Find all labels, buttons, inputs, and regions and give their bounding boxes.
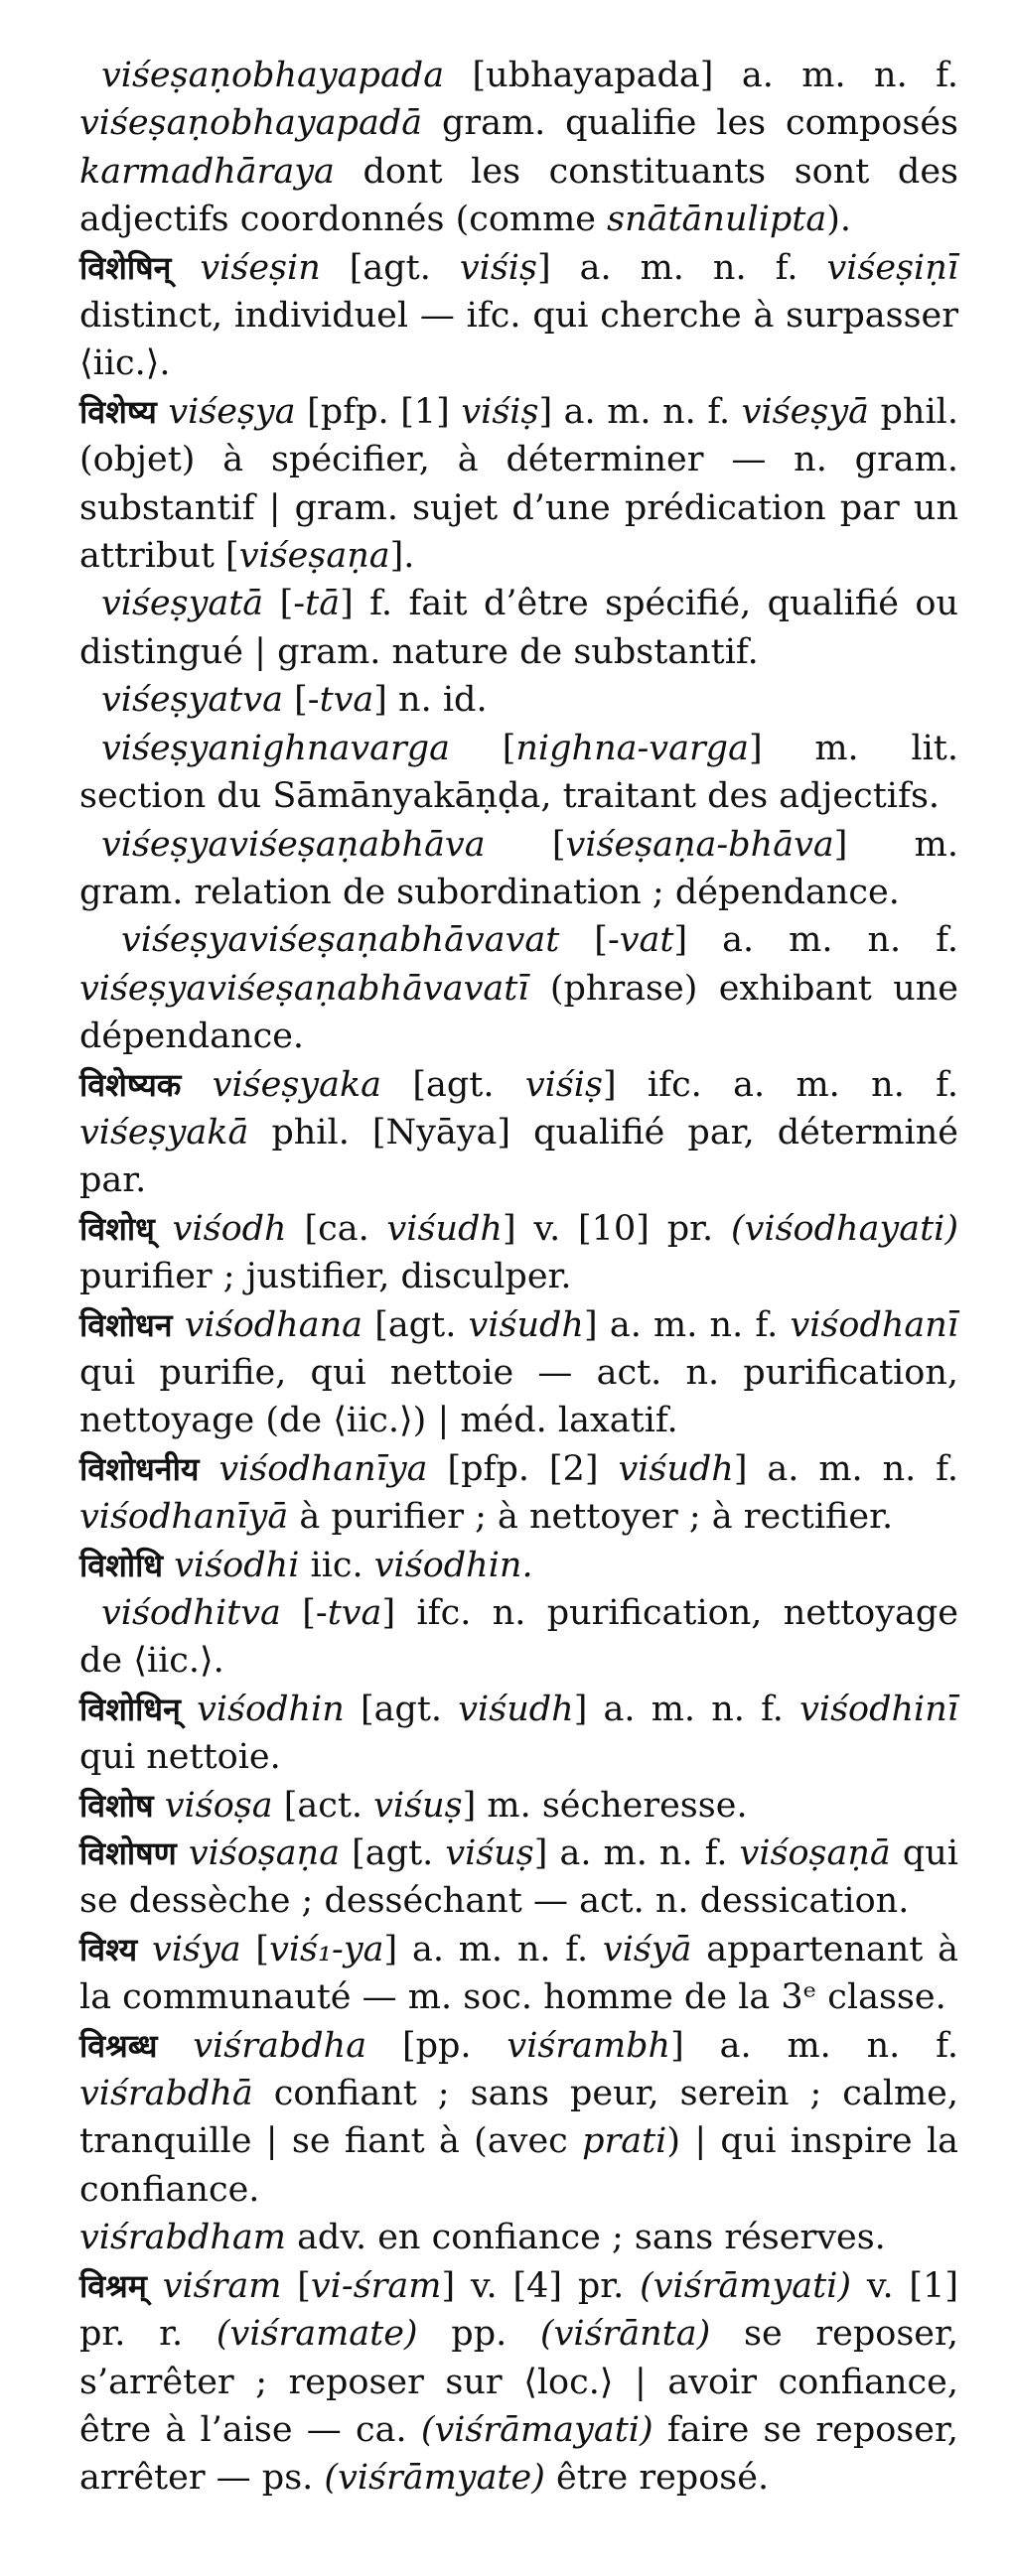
devanagari-headword: विशेष्यक bbox=[79, 1065, 182, 1104]
dictionary-entry bbox=[79, 580, 958, 676]
italic-term: (viśramate) bbox=[216, 2314, 418, 2355]
entry-text: ] m. gram. relation de subordination ; dépendance. bbox=[79, 824, 958, 912]
italic-term: viśrabdha bbox=[193, 2025, 367, 2066]
entry-text: v. [1] pr. r. bbox=[79, 2265, 958, 2355]
italic-term: snātānulipta bbox=[607, 200, 827, 240]
italic-term: viśiṣ bbox=[461, 391, 539, 432]
entry-text: ] ifc. n. purification, nettoyage de ⟨iic.⟩. bbox=[79, 1593, 958, 1682]
italic-term: viśyā bbox=[602, 1929, 692, 1969]
entry-text: à purifier ; à nettoyer ; à rectifier. bbox=[288, 1497, 894, 1538]
italic-term: viśeṣyanighnavarga bbox=[101, 728, 450, 768]
italic-term: viśodh bbox=[172, 1208, 287, 1249]
devanagari-headword: विशोधन bbox=[79, 1305, 173, 1344]
entry-text: ] a. m. n. f. bbox=[538, 391, 742, 432]
devanagari-headword: विश्य bbox=[79, 1930, 138, 1968]
entry-text: se reposer, s’arrêter ; reposer sur ⟨loc.⟩ | avoir confiance, être à l’aise — ca. bbox=[79, 2314, 958, 2450]
italic-term: (viśrāmyati) bbox=[640, 2265, 852, 2306]
italic-term: prati bbox=[582, 2121, 667, 2162]
italic-term: tva bbox=[327, 1593, 382, 1633]
entry-text: adv. en confiance ; sans réserves. bbox=[285, 2218, 886, 2258]
devanagari-headword: विश्रब्ध bbox=[79, 2026, 158, 2065]
italic-term: viśudh bbox=[618, 1448, 734, 1489]
italic-term: karmadhāraya bbox=[79, 151, 335, 192]
entry-text: iic. bbox=[299, 1545, 374, 1585]
entry-text bbox=[181, 1690, 197, 1729]
entry-text: [- bbox=[280, 1593, 328, 1633]
entry-text: [pfp. [1] bbox=[295, 391, 462, 432]
italic-term: (viśrāmayati) bbox=[420, 2409, 653, 2450]
italic-term: viśeṣyaviśeṣaṇabhāva bbox=[101, 824, 486, 865]
italic-term: viśeṣiṇī bbox=[826, 247, 958, 288]
dictionary-entry bbox=[79, 1542, 958, 1589]
italic-term: vat bbox=[619, 920, 674, 961]
entry-text: [ bbox=[485, 824, 566, 865]
entry-text: [pfp. [2] bbox=[427, 1448, 619, 1489]
entry-text bbox=[163, 1546, 174, 1585]
italic-term: viśeṣyaviśeṣaṇabhāvavatī bbox=[79, 968, 529, 1009]
entry-text: [agt. bbox=[320, 247, 460, 288]
italic-term: (viśrāmyate) bbox=[324, 2458, 545, 2499]
italic-term: viśuṣ bbox=[373, 1785, 463, 1826]
entry-text: [pp. bbox=[366, 2025, 507, 2066]
entry-text: ] v. [4] pr. bbox=[441, 2265, 641, 2306]
entry-text: [ bbox=[281, 2265, 311, 2306]
entry-text: [agt. bbox=[344, 1689, 459, 1729]
italic-term: viśodhinī bbox=[799, 1689, 958, 1729]
entry-text: ] n. id. bbox=[373, 680, 488, 721]
dictionary-entry bbox=[79, 1205, 958, 1301]
dictionary-entry bbox=[79, 1686, 958, 1782]
dictionary-entry bbox=[79, 916, 958, 1060]
italic-term: viśeṣaṇa bbox=[238, 536, 390, 577]
entry-text bbox=[154, 1786, 165, 1826]
italic-term: viśeṣya bbox=[168, 391, 296, 432]
italic-term: viśodhin. bbox=[373, 1545, 533, 1585]
entry-text: ] f. fait d’être spécifié, qualifié ou distingué | gram. nature de substantif. bbox=[79, 584, 958, 672]
dictionary-entry bbox=[79, 821, 958, 917]
entry-text bbox=[157, 2026, 193, 2066]
entry-text: purifier ; justifier, disculper. bbox=[79, 1257, 572, 1297]
italic-term: viśeṣaṇa-bhāva bbox=[565, 824, 834, 865]
italic-term: vi-śram bbox=[310, 2265, 442, 2306]
entry-text: [ bbox=[449, 728, 516, 768]
dictionary-entry bbox=[79, 2022, 958, 2215]
entry-text: ) | qui inspire la confiance. bbox=[79, 2121, 958, 2210]
entry-text: [- bbox=[263, 584, 306, 624]
italic-term: tā bbox=[305, 584, 341, 624]
italic-term: viśodhitva bbox=[101, 1593, 281, 1633]
italic-term: viśudh bbox=[458, 1689, 574, 1729]
italic-term: viśodhanīya bbox=[218, 1448, 428, 1489]
entry-text: confiant ; sans peur, serein ; calme, tranquille | se fiant à (avec bbox=[79, 2074, 958, 2162]
dictionary-entry bbox=[79, 388, 958, 581]
italic-term: viśudh bbox=[468, 1304, 584, 1345]
entry-text: ] m. sécheresse. bbox=[462, 1785, 748, 1826]
entry-text: phil. [Nyāya] qualifié par, déterminé par. bbox=[79, 1112, 958, 1201]
dictionary-entry bbox=[79, 244, 958, 388]
entry-text: ] a. m. n. f. bbox=[673, 920, 958, 961]
dictionary-entry bbox=[79, 725, 958, 821]
entry-text bbox=[171, 248, 200, 288]
italic-term: viśeṣyakā bbox=[79, 1112, 249, 1152]
entry-text: ]. bbox=[389, 536, 415, 577]
devanagari-headword: विशोष bbox=[79, 1786, 154, 1825]
entry-text: [act. bbox=[272, 1785, 374, 1826]
italic-term: viśeṣaṇobhayapada bbox=[101, 56, 445, 95]
entry-text: [ubhayapada] a. m. n. f. bbox=[444, 56, 958, 95]
italic-term: viśeṣaṇobhayapadā bbox=[79, 103, 423, 144]
dictionary-entry bbox=[79, 2214, 958, 2261]
entry-text: ] m. lit. section du Sāmānyakāṇḍa, traitant des adjectifs. bbox=[79, 728, 958, 817]
entry-text: (phrase) exhibant une dépendance. bbox=[79, 968, 958, 1057]
devanagari-headword: विशोध् bbox=[79, 1209, 155, 1248]
entry-text: [ bbox=[240, 1929, 270, 1969]
italic-term: viśeṣyatva bbox=[101, 680, 283, 721]
entry-text bbox=[147, 2266, 163, 2306]
dictionary-entry bbox=[79, 676, 958, 724]
entry-text: qui se dessèche ; desséchant — act. n. dessication. bbox=[79, 1833, 958, 1922]
devanagari-headword: विशोषण bbox=[79, 1834, 177, 1873]
dictionary-entry bbox=[79, 2262, 958, 2503]
entry-text: [- bbox=[282, 680, 320, 721]
entry-text: ] ifc. a. m. n. f. bbox=[602, 1064, 958, 1105]
entry-text bbox=[177, 1833, 189, 1873]
italic-term: viśodhana bbox=[184, 1304, 363, 1345]
italic-term: viśeṣyaviśeṣaṇabhāvavat bbox=[121, 920, 560, 961]
devanagari-headword: विशेषिन् bbox=[79, 248, 172, 287]
italic-term: viśoṣaṇā bbox=[739, 1833, 891, 1874]
devanagari-headword: विशोधिन् bbox=[79, 1690, 181, 1728]
entry-text bbox=[157, 392, 169, 432]
dictionary-entry bbox=[79, 1061, 958, 1205]
italic-term: viśrambh bbox=[507, 2025, 671, 2066]
entry-text: ] a. m. n. f. bbox=[583, 1304, 791, 1345]
dictionary-entry bbox=[79, 1830, 958, 1926]
italic-term: viśuṣ bbox=[445, 1833, 534, 1874]
entry-text: qui nettoie. bbox=[79, 1737, 281, 1778]
italic-term: viśoṣa bbox=[164, 1785, 273, 1826]
entry-text: ] a. m. n. f. bbox=[670, 2025, 959, 2066]
italic-term: nighna-varga bbox=[515, 728, 749, 768]
entry-text: dont les constituants sont des adjectifs coordonnés (comme bbox=[79, 151, 958, 240]
entry-text bbox=[173, 1305, 185, 1345]
italic-term: viśeṣyā bbox=[741, 391, 869, 432]
entry-text: [agt. bbox=[340, 1833, 446, 1874]
italic-term: (viśrānta) bbox=[539, 2314, 711, 2355]
italic-term: viśrabdham bbox=[79, 2218, 286, 2258]
italic-term: viśeṣin bbox=[200, 247, 321, 288]
italic-term: viś₁-ya bbox=[269, 1929, 384, 1969]
entry-text: [ca. bbox=[286, 1208, 387, 1249]
italic-term: viśoṣaṇa bbox=[188, 1833, 341, 1874]
italic-term: viśodhanī bbox=[790, 1304, 958, 1345]
entry-text bbox=[155, 1209, 173, 1249]
italic-term: viśeṣyatā bbox=[101, 584, 264, 624]
entry-text: ] a. m. n. f. bbox=[383, 1929, 603, 1969]
italic-term: viśodhanīyā bbox=[79, 1497, 289, 1538]
italic-term: viśiṣ bbox=[524, 1064, 603, 1105]
italic-term: viśodhin bbox=[197, 1689, 345, 1729]
dictionary-entry bbox=[79, 1445, 958, 1542]
entry-text: [agt. bbox=[362, 1304, 469, 1345]
devanagari-headword: विशेष्य bbox=[79, 392, 157, 431]
entry-text: ] a. m. n. f. bbox=[573, 1689, 800, 1729]
entry-text: [- bbox=[559, 920, 620, 961]
dictionary-entry bbox=[79, 52, 958, 244]
entry-text: distinct, individuel — ifc. qui cherche à surpasser ⟨iic.⟩. bbox=[79, 296, 958, 384]
italic-term: viśya bbox=[152, 1929, 241, 1969]
italic-term: viśeṣyaka bbox=[212, 1064, 382, 1105]
dictionary-entry bbox=[79, 1589, 958, 1686]
entry-text: [agt. bbox=[381, 1064, 525, 1105]
italic-term: tva bbox=[319, 680, 374, 721]
entry-text: phil. (objet) à spécifier, à déterminer — n. gram. substantif | gram. sujet d’une prédication par un attribut [ bbox=[79, 391, 958, 577]
entry-text: ] a. m. n. f. bbox=[536, 247, 827, 288]
italic-term: viśrabdhā bbox=[79, 2074, 253, 2114]
dictionary-entry bbox=[79, 1782, 958, 1830]
italic-term: (viśodhayati) bbox=[730, 1208, 958, 1249]
entry-text: pp. bbox=[417, 2314, 540, 2355]
dictionary-page bbox=[79, 52, 958, 2503]
entry-text: appartenant à la communauté — m. soc. homme de la 3ᵉ classe. bbox=[79, 1929, 959, 2018]
italic-term: viśiṣ bbox=[459, 247, 537, 288]
dictionary-entry bbox=[79, 1301, 958, 1445]
entry-text: être reposé. bbox=[544, 2458, 770, 2499]
entry-text: ] v. [10] pr. bbox=[502, 1208, 731, 1249]
entry-text: gram. qualifie les composés bbox=[422, 103, 958, 144]
italic-term: viśodhi bbox=[174, 1545, 300, 1585]
entry-text bbox=[137, 1930, 152, 1969]
italic-term: viśudh bbox=[386, 1208, 503, 1249]
entry-text: faire se reposer, arrêter — ps. bbox=[79, 2409, 958, 2499]
entry-text: ). bbox=[826, 200, 852, 240]
entry-text bbox=[199, 1449, 218, 1489]
entry-text bbox=[181, 1065, 212, 1105]
entry-text: ] a. m. n. f. bbox=[733, 1448, 958, 1489]
entry-text: ] a. m. n. f. bbox=[533, 1833, 740, 1874]
entry-text: qui purifie, qui nettoie — act. n. purification, nettoyage (de ⟨iic.⟩) | méd. laxatif. bbox=[79, 1352, 958, 1441]
italic-term: viśram bbox=[162, 2265, 282, 2306]
devanagari-headword: विशोधि bbox=[79, 1546, 164, 1584]
devanagari-headword: विशोधनीय bbox=[79, 1449, 200, 1488]
devanagari-headword: विश्रम् bbox=[79, 2266, 147, 2305]
dictionary-entry bbox=[79, 1926, 958, 2022]
